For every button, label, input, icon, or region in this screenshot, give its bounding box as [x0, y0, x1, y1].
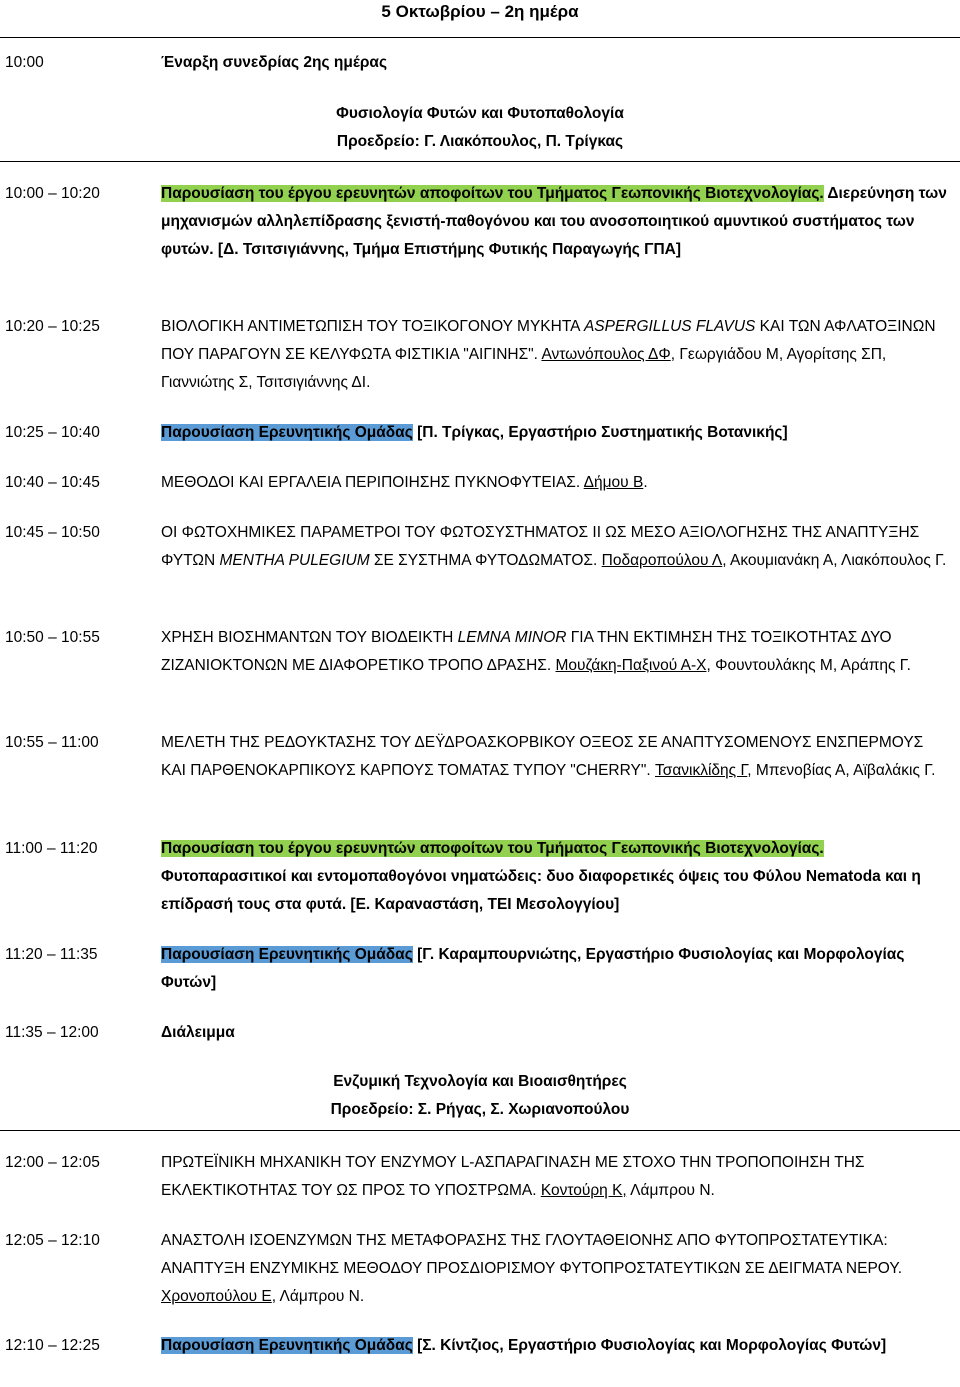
talk-content — [161, 624, 951, 680]
talk-text: [Γ. Καραμπουρνιώτης, Εργαστήριο Φυσιολογίας και Μορφολογίας Φυτών] — [161, 946, 905, 991]
time-slot: 10:55 – 11:00 — [5, 734, 99, 751]
presenter-name: Κοντούρη Κ, — [540, 1182, 627, 1199]
talk-title: ΓΙΑ ΤΗΝ ΕΚΤΙΜΗΣΗ ΤΗΣ ΤΟΞΙΚΟΤΗΤΑΣ ΔΥΟ ΖΙΖΑΝΙΟΚΤΟΝΩΝ ΜΕ ΔΙΑΦΟΡΕΤΙΚΟ ΤΡΟΠΟ ΔΡΑΣΗΣ. — [161, 629, 892, 674]
presenter-name: Ποδαροπούλου Λ — [601, 552, 723, 569]
highlight-title: Παρουσίαση Ερευνητικής Ομάδας — [161, 424, 413, 441]
section-chairs: Προεδρείο: Σ. Ρήγας, Σ. Χωριανοπούλου — [330, 1101, 630, 1118]
talk-text: Φυτοπαρασιτικοί και εντομοπαθογόνοι νηματώδεις: δυο διαφορετικές όψεις του Φύλου Nematoda και η επίδρασή τους στα φυτά. [Ε. Καραναστάση, ΤΕΙ Μεσολογγίου] — [161, 868, 921, 913]
highlight-title: Παρουσίαση του έργου ερευνητών αποφοίτων του Τμήματος Γεωπονικής Βιοτεχνολογίας. — [161, 185, 824, 202]
species-name: ASPERGILLUS FLAVUS — [583, 318, 756, 335]
talk-content — [161, 1149, 951, 1205]
time-slot: 10:25 – 10:40 — [5, 424, 100, 441]
time-slot: 10:50 – 10:55 — [5, 629, 100, 646]
talk-content — [161, 729, 951, 785]
talk-text: Διερεύνηση των μηχανισμών αλληλεπίδρασης ξενιστή-παθογόνου και του ανοσοποιητικού αμυντικού συστήματος των φυτών. [Δ. Τσιτσιγιάννης, Τμήμα Επιστήμης Φυτικής Παραγωγής ΓΠΑ] — [161, 185, 947, 258]
talk-content — [161, 1332, 951, 1360]
time-slot: 10:00 — [5, 54, 44, 71]
highlight-title: Παρουσίαση Ερευνητικής Ομάδας — [161, 1337, 413, 1354]
time-slot: 10:20 – 10:25 — [5, 318, 100, 335]
talk-content — [161, 180, 951, 264]
divider — [0, 1130, 960, 1131]
time-slot: 10:40 – 10:45 — [5, 474, 100, 491]
authors: . — [643, 474, 648, 491]
time-slot: 12:10 – 12:25 — [5, 1337, 100, 1354]
presenter-name: Τσανικλίδης Γ — [655, 762, 748, 779]
presenter-name: Αντωνόπουλος ΔΦ — [541, 346, 671, 363]
species-name: LEMNA MINOR — [457, 629, 567, 646]
talk-content — [161, 941, 951, 997]
opening-title: Έναρξη συνεδρίας 2ης ημέρας — [161, 54, 388, 71]
time-slot: 12:00 – 12:05 — [5, 1154, 100, 1171]
authors: Λάμπρου Ν. — [626, 1182, 715, 1199]
species-name: MENTHA PULEGIUM — [219, 552, 370, 569]
authors: , Ακουμιανάκη Α, Λιακόπουλος Γ. — [722, 552, 947, 569]
time-slot: 11:00 – 11:20 — [5, 840, 98, 857]
presenter-name: Μουζάκη-Παξινού Α-Χ — [555, 657, 707, 674]
section-title: Ενζυμική Τεχνολογία και Βιοαισθητήρες — [333, 1073, 627, 1090]
talk-title: ΜΕΛΕΤΗ ΤΗΣ ΡΕΔΟΥΚΤΑΣΗΣ ΤΟΥ ΔΕΫΔΡΟΑΣΚΟΡΒΙΚΟΥ ΟΞΕΟΣ ΣΕ ΑΝΑΠΤΥΣΟΜΕΝΟΥΣ ΕΝΣΠΕΡΜΟΥΣ ΚΑΙ ΠΑΡΘΕΝΟΚΑΡΠΙΚΟΥΣ ΚΑΡΠΟΥΣ ΤΟΜΑΤΑΣ ΤΥΠΟΥ "CHERRY". — [161, 734, 924, 779]
talk-title: ΚΑΙ ΤΩΝ ΑΦΛΑΤΟΞΙΝΩΝ ΠΟΥ ΠΑΡΑΓΟΥΝ ΣΕ ΚΕΛΥΦΩΤΑ ΦΙΣΤΙΚΙΑ "ΑΙΓΙΝΗΣ". — [161, 318, 936, 363]
presenter-name: Χρονοπούλου Ε — [161, 1288, 272, 1305]
section-chairs: Προεδρείο: Γ. Λιακόπουλος, Π. Τρίγκας — [336, 133, 624, 150]
day-title: 5 Οκτωβρίου – 2η ημέρα — [381, 2, 579, 21]
talk-content — [161, 313, 951, 397]
talk-content — [161, 835, 951, 919]
highlight-title: Παρουσίαση του έργου ερευνητών αποφοίτων του Τμήματος Γεωπονικής Βιοτεχνολογίας. — [161, 840, 824, 857]
talk-title: ΠΡΩΤΕΪΝΙΚΗ ΜΗΧΑΝΙΚΗ ΤΟΥ ΕΝΖΥΜΟΥ L-ΑΣΠΑΡΑΓΙΝΑΣΗ ΜΕ ΣΤΟΧΟ ΤΗΝ ΤΡΟΠΟΠΟΙΗΣΗ ΤΗΣ ΕΚΛΕΚΤΙΚΟΤΗΤΑΣ ΤΟΥ ΩΣ ΠΡΟΣ ΤΟ ΥΠΟΣΤΡΩΜΑ. — [161, 1154, 865, 1199]
time-slot: 11:35 – 12:00 — [5, 1024, 99, 1041]
highlight-title: Παρουσίαση Ερευνητικής Ομάδας — [161, 946, 413, 963]
talk-title: ΧΡΗΣΗ ΒΙΟΣΗΜΑΝΤΩΝ ΤΟΥ ΒΙΟΔΕΙΚΤΗ — [161, 629, 458, 646]
talk-title: ΟΙ ΦΩΤΟΧΗΜΙΚΕΣ ΠΑΡΑΜΕΤΡΟΙ ΤΟΥ ΦΩΤΟΣΥΣΤΗΜΑΤΟΣ ΙΙ ΩΣ ΜΕΣΟ ΑΞΙΟΛΟΓΗΣΗΣ ΤΗΣ ΑΝΑΠΤΥΞΗΣ ΦΥΤΩΝ — [161, 524, 920, 569]
authors: , Μπενοβίας Α, Αϊβαλάκις Γ. — [747, 762, 936, 779]
talk-title: ΜΕΘΟΔΟΙ ΚΑΙ ΕΡΓΑΛΕΙΑ ΠΕΡΙΠΟΙΗΣΗΣ ΠΥΚΝΟΦΥΤΕΙΑΣ. — [161, 474, 584, 491]
talk-text: [Σ. Κίντζιος, Εργαστήριο Φυσιολογίας και Μορφολογίας Φυτών] — [412, 1337, 887, 1354]
talk-content — [161, 1227, 951, 1311]
talk-title: ΣΕ ΣΥΣΤΗΜΑ ΦΥΤΟΔΩΜΑΤΟΣ. — [369, 552, 602, 569]
talk-text: [Π. Τρίγκας, Εργαστήριο Συστηματικής Βοτανικής] — [412, 424, 788, 441]
break-label: Διάλειμμα — [161, 1024, 235, 1041]
talk-content — [161, 419, 951, 447]
divider — [0, 37, 960, 38]
talk-title: ΒΙΟΛΟΓΙΚΗ ΑΝΤΙΜΕΤΩΠΙΣΗ ΤΟΥ ΤΟΞΙΚΟΓΟΝΟΥ ΜΥΚΗΤΑ — [161, 318, 584, 335]
authors: , Φουντουλάκης Μ, Αράπης Γ. — [706, 657, 911, 674]
talk-title: ΑΝΑΣΤΟΛΗ ΙΣΟΕΝΖΥΜΩΝ ΤΗΣ ΜΕΤΑΦΟΡΑΣΗΣ ΤΗΣ ΓΛΟΥΤΑΘΕΙΟΝΗΣ ΑΠΟ ΦΥΤΟΠΡΟΣΤΑΤΕΥΤΙΚΑ: ΑΝΑΠΤΥΞΗ ΕΝΖΥΜΙΚΗΣ ΜΕΘΟΔΟΥ ΠΡΟΣΔΙΟΡΙΣΜΟΥ ΦΥΤΟΠΡΟΣΤΑΤΕΥΤΙΚΩΝ ΣΕ ΔΕΙΓΜΑΤΑ ΝΕΡΟΥ. — [161, 1232, 903, 1277]
presenter-name: Δήμου Β — [583, 474, 644, 491]
time-slot: 10:00 – 10:20 — [5, 185, 100, 202]
time-slot: 10:45 – 10:50 — [5, 524, 100, 541]
time-slot: 12:05 – 12:10 — [5, 1232, 100, 1249]
section-title: Φυσιολογία Φυτών και Φυτοπαθολογία — [336, 105, 624, 122]
authors: , Λάμπρου Ν. — [271, 1288, 365, 1305]
time-slot: 11:20 – 11:35 — [5, 946, 98, 963]
authors: , Γεωργιάδου Μ, Αγορίτσης ΣΠ, Γιαννιώτης Σ, Τσιτσιγιάννης ΔΙ. — [161, 346, 887, 391]
divider — [0, 161, 960, 162]
talk-content — [161, 469, 951, 497]
talk-content — [161, 519, 951, 575]
